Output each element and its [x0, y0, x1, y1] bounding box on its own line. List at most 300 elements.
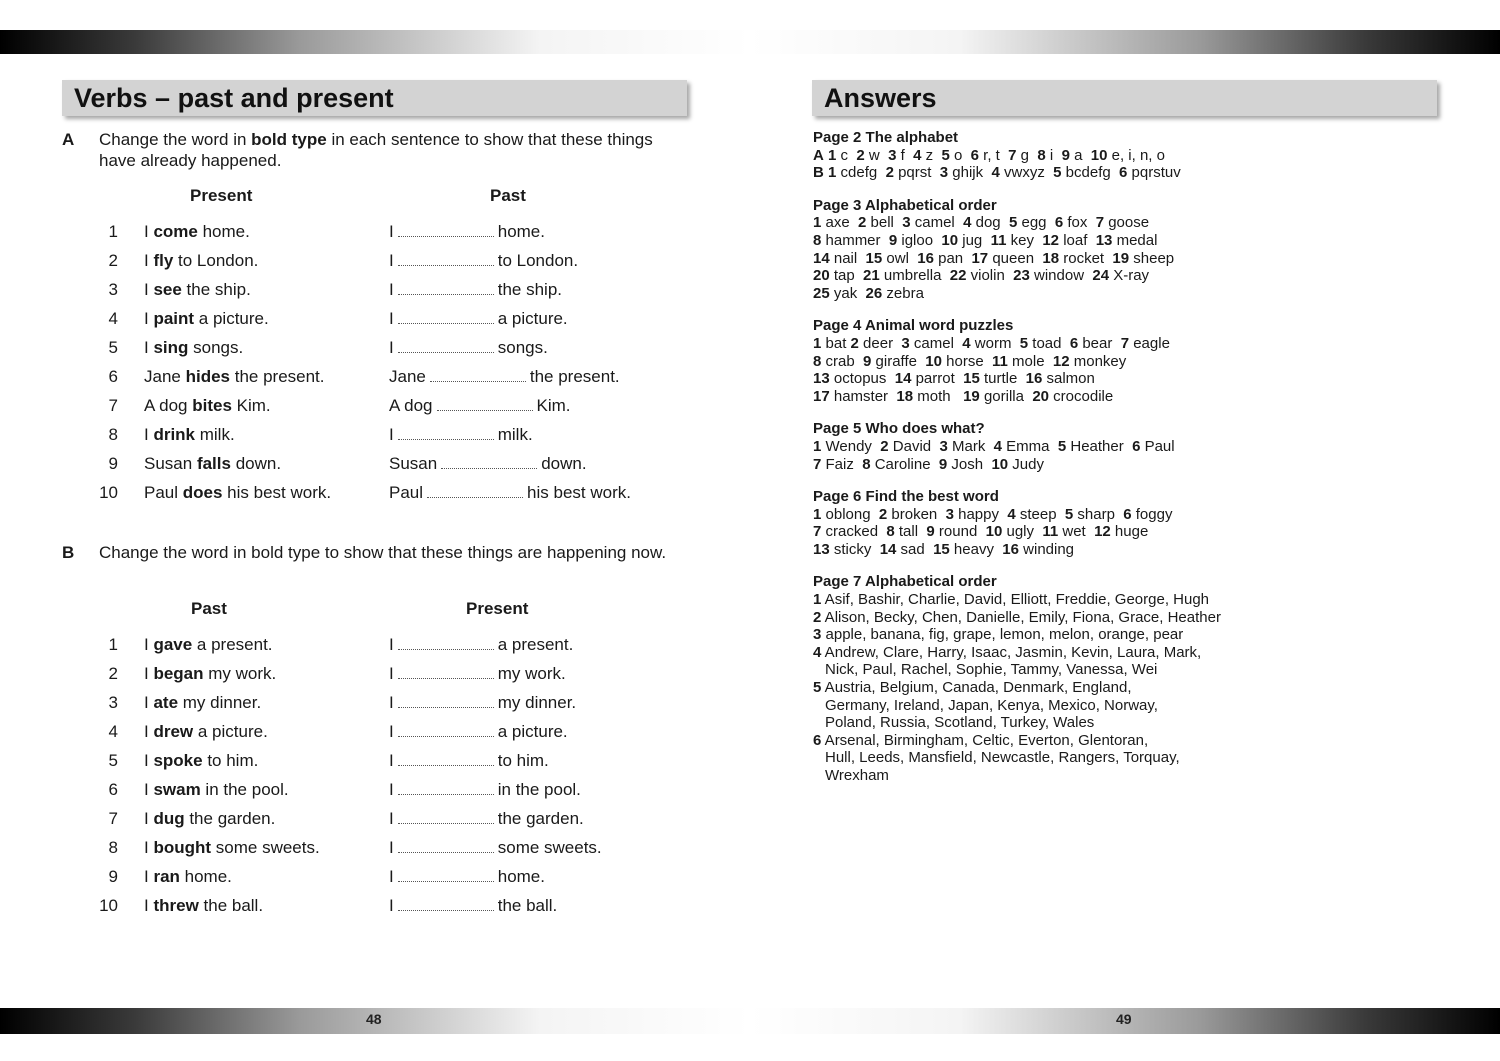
exercise-row — [0, 454, 700, 483]
sentence-start: I — [144, 896, 154, 915]
given-sentence — [144, 809, 275, 829]
answer-start: I — [389, 838, 394, 857]
answer-line — [813, 388, 1453, 406]
answer-text: c — [836, 146, 857, 164]
answer-line — [813, 147, 1453, 165]
answer-key: 4 — [991, 164, 1000, 182]
answer-text: camel — [910, 214, 964, 232]
given-sentence — [144, 722, 268, 742]
answer-text: Mark — [947, 437, 994, 455]
exercise-row — [0, 309, 700, 338]
answer-text: z — [921, 146, 942, 164]
verb-bold: swam — [153, 780, 201, 799]
answer-key: 2 — [858, 214, 867, 232]
given-sentence — [144, 425, 235, 445]
answer-line — [813, 767, 1453, 785]
answer-end: the present. — [529, 367, 620, 386]
answer-end: to him. — [497, 751, 549, 770]
answer-line — [813, 335, 1453, 353]
answer-end: home. — [497, 222, 545, 241]
answer-sentence — [389, 251, 578, 271]
answer-end: a picture. — [497, 309, 568, 328]
sentence-end: some sweets. — [211, 838, 320, 857]
answer-sentence — [389, 722, 568, 742]
answer-text: Judy — [1008, 455, 1044, 473]
answer-key: 15 — [865, 249, 883, 267]
answer-text: oblong — [821, 505, 879, 523]
answer-text: Faiz — [821, 455, 863, 473]
answer-end: Kim. — [536, 396, 571, 415]
verb-bold: ran — [153, 867, 180, 886]
answer-line — [813, 732, 1453, 750]
answer-key: 10 — [941, 231, 959, 249]
answer-blank[interactable] — [441, 457, 537, 469]
item-number: 4 — [108, 722, 118, 741]
answer-end: home. — [497, 867, 545, 886]
item-number: 2 — [108, 251, 118, 270]
given-sentence — [144, 780, 289, 800]
answer-start: I — [389, 280, 394, 299]
answer-text: Germany, Ireland, Japan, Kenya, Mexico, Norway, — [825, 696, 1158, 714]
answer-blank[interactable] — [398, 254, 494, 266]
answer-blank[interactable] — [437, 399, 533, 411]
answer-key: 14 — [879, 540, 897, 558]
answer-key: B — [813, 164, 824, 182]
answer-block-title: Page 4 Animal word puzzles — [813, 317, 1014, 335]
section-b-letter: B — [62, 543, 75, 562]
item-number: 3 — [108, 280, 118, 299]
answer-blank[interactable] — [398, 754, 494, 766]
answer-end: down. — [541, 454, 587, 473]
answer-sentence — [389, 809, 584, 829]
answer-text: egg — [1017, 214, 1055, 232]
answer-key: 25 — [813, 284, 830, 302]
answer-text: crab — [821, 352, 864, 370]
answer-blank[interactable] — [398, 841, 494, 853]
answer-blank[interactable] — [398, 638, 494, 650]
answer-key: 18 — [896, 387, 914, 405]
answer-sentence — [389, 309, 568, 329]
answer-blank[interactable] — [430, 370, 526, 382]
sentence-end: down. — [230, 454, 282, 473]
exercise-row — [0, 693, 700, 722]
answer-blank[interactable] — [398, 870, 494, 882]
answer-key: 6 — [1054, 214, 1064, 232]
verb-bold: come — [153, 222, 198, 241]
answer-text: toad — [1028, 334, 1070, 352]
answer-text: Asif, Bashir, Charlie, David, Elliott, Freddie, George, Hugh — [821, 591, 1210, 609]
answer-key: 8 — [813, 352, 822, 370]
answer-text: key — [1006, 231, 1043, 249]
answer-key: 5 — [1019, 334, 1029, 352]
sentence-start: I — [144, 809, 154, 828]
sentence-start: I — [144, 838, 154, 857]
verb-bold: see — [153, 280, 182, 299]
answer-text: loaf — [1059, 231, 1096, 249]
given-sentence — [144, 280, 251, 300]
verb-bold: dug — [153, 809, 185, 828]
answer-key: 14 — [894, 370, 912, 388]
answer-block — [813, 197, 1453, 303]
answer-start: I — [389, 896, 394, 915]
answer-text: nail — [829, 249, 866, 267]
answer-key: 23 — [1013, 267, 1030, 285]
answer-text: monkey — [1069, 352, 1127, 370]
sentence-end: a picture. — [194, 309, 269, 328]
answer-line — [813, 438, 1453, 456]
answer-text: sharp — [1073, 505, 1124, 523]
sentence-start: I — [144, 425, 154, 444]
answer-key: 9 — [926, 523, 935, 541]
answer-text: Heather — [1066, 437, 1133, 455]
answer-text: tall — [894, 523, 927, 541]
section-a-letter: A — [62, 130, 75, 149]
section-b-col-present: Present — [466, 599, 529, 618]
answer-text: o — [949, 146, 971, 164]
answer-text: Arsenal, Birmingham, Celtic, Everton, Glentoran, — [821, 731, 1149, 749]
answer-text: jug — [958, 231, 991, 249]
exercise-row — [0, 251, 700, 280]
verb-bold: fly — [153, 251, 174, 270]
verb-bold: falls — [196, 454, 231, 473]
answer-key: 3 — [939, 437, 948, 455]
answer-text: Wrexham — [825, 767, 889, 784]
given-sentence — [144, 454, 281, 474]
answer-blank[interactable] — [427, 486, 523, 498]
verb-bold: ate — [153, 693, 179, 712]
answer-key: 10 — [991, 455, 1009, 473]
answer-end: my dinner. — [497, 693, 577, 712]
item-number: 4 — [108, 309, 118, 328]
answer-blank[interactable] — [398, 899, 494, 911]
answer-key: 13 — [1095, 231, 1113, 249]
given-sentence — [144, 664, 276, 684]
verb-bold: began — [153, 664, 204, 683]
answer-key: 12 — [1042, 231, 1060, 249]
answer-blank[interactable] — [398, 812, 494, 824]
answer-start: I — [389, 664, 394, 683]
exercise-row — [0, 483, 700, 512]
answer-key: 1 — [813, 334, 822, 352]
answer-text: Alison, Becky, Chen, Danielle, Emily, Fiona, Grace, Heather — [821, 608, 1221, 626]
given-sentence — [144, 867, 232, 887]
sentence-end: Kim. — [231, 396, 271, 415]
answer-text: Emma — [1002, 437, 1058, 455]
sentence-start: I — [144, 664, 154, 683]
section-a-instruction — [99, 129, 689, 171]
exercise-row — [0, 222, 700, 251]
answer-start: Jane — [389, 367, 426, 386]
answer-key: 1 — [828, 164, 837, 182]
right-page-title: Answers — [824, 83, 937, 113]
exercise-row — [0, 367, 700, 396]
answer-text: goose — [1104, 214, 1150, 232]
answer-key: 5 — [1053, 164, 1062, 182]
sentence-start: Jane — [144, 367, 186, 386]
answer-key: 2 — [878, 505, 888, 523]
answer-key: 3 — [888, 146, 897, 164]
right-page-heading-bar — [812, 80, 1437, 116]
exercise-row — [0, 809, 700, 838]
answer-sentence — [389, 396, 571, 416]
answer-key: 7 — [813, 523, 822, 541]
answer-key: 20 — [813, 267, 830, 285]
answer-text: tap — [829, 267, 864, 285]
answer-block-title: Page 7 Alphabetical order — [813, 573, 997, 591]
left-page-heading-bar — [62, 80, 687, 116]
answer-key: 5 — [1064, 505, 1074, 523]
answer-text: worm — [970, 334, 1020, 352]
exercise-row — [0, 396, 700, 425]
answer-key: 9 — [888, 231, 898, 249]
answer-block-title: Page 5 Who does what? — [813, 420, 985, 438]
answer-key: 9 — [1061, 146, 1070, 164]
sentence-end: my dinner. — [178, 693, 262, 712]
answer-sentence — [389, 338, 548, 358]
answer-text: sticky — [829, 540, 880, 558]
answer-block — [813, 573, 1453, 784]
answer-block — [813, 420, 1453, 473]
given-sentence — [144, 838, 320, 858]
answer-key: 15 — [963, 370, 980, 388]
answer-text: Josh — [947, 455, 992, 473]
answer-line — [813, 591, 1453, 609]
sentence-end: home. — [179, 867, 232, 886]
answer-end: some sweets. — [497, 838, 602, 857]
answer-key: 13 — [813, 540, 830, 558]
answer-key: 12 — [1052, 352, 1070, 370]
answer-text: heavy — [949, 540, 1003, 558]
answer-line — [813, 644, 1453, 662]
item-number: 2 — [108, 664, 118, 683]
answer-text: apple, banana, fig, grape, lemon, melon, orange, pear — [821, 626, 1184, 644]
answer-key: 7 — [813, 455, 822, 473]
verb-bold: bites — [192, 396, 232, 415]
answer-key: 3 — [902, 214, 911, 232]
answer-key: 2 — [880, 437, 889, 455]
answer-sentence — [389, 635, 573, 655]
answer-key: 9 — [863, 352, 872, 370]
sentence-end: a picture. — [193, 722, 268, 741]
answer-end: milk. — [497, 425, 533, 444]
answer-text: X-ray — [1109, 267, 1150, 285]
exercise-row — [0, 425, 700, 454]
answer-line — [813, 661, 1453, 679]
answer-key: 22 — [949, 267, 967, 285]
verb-bold: does — [182, 483, 223, 502]
answer-key: 17 — [971, 249, 989, 267]
instruction-text: in each sentence to show that these things have already happened. — [99, 130, 653, 170]
sentence-start: I — [144, 867, 154, 886]
answer-key: 16 — [1025, 370, 1043, 388]
right-page-number: 49 — [1116, 1011, 1132, 1027]
answer-blank[interactable] — [398, 783, 494, 795]
answer-key: 5 — [941, 146, 950, 164]
given-sentence — [144, 693, 261, 713]
answer-block — [813, 129, 1453, 182]
answer-start: I — [389, 222, 394, 241]
answer-text: w — [864, 146, 889, 164]
exercise-row — [0, 780, 700, 809]
answer-end: to London. — [497, 251, 579, 270]
answer-key: 18 — [1042, 249, 1060, 267]
answer-text: Austria, Belgium, Canada, Denmark, England, — [821, 679, 1132, 697]
answer-text: vwxyz — [999, 164, 1054, 182]
exercise-row — [0, 635, 700, 664]
answer-text: mole — [1007, 352, 1053, 370]
answer-key: 17 — [813, 387, 830, 405]
answer-start: I — [389, 251, 394, 270]
answer-key: 11 — [1042, 523, 1059, 541]
answer-end: my work. — [497, 664, 566, 683]
answer-end: songs. — [497, 338, 548, 357]
answer-end: a present. — [497, 635, 574, 654]
answer-blank[interactable] — [398, 667, 494, 679]
answer-text: cracked — [821, 523, 887, 541]
answer-text: g — [1016, 146, 1038, 164]
answer-key: 16 — [917, 249, 934, 267]
answer-text: hammer — [821, 231, 889, 249]
answer-text: foggy — [1131, 505, 1173, 523]
answer-start: Susan — [389, 454, 438, 473]
answer-key: 8 — [862, 455, 871, 473]
given-sentence — [144, 635, 273, 655]
answer-key: 7 — [1008, 146, 1017, 164]
answers-list — [813, 129, 1453, 800]
verb-bold: threw — [153, 896, 199, 915]
answer-line — [813, 353, 1453, 371]
sentence-start: I — [144, 693, 154, 712]
item-number: 3 — [108, 693, 118, 712]
answer-text: eagle — [1129, 334, 1170, 352]
answer-line — [813, 697, 1453, 715]
answer-text: queen — [988, 249, 1043, 267]
instruction-text: Change the word in — [99, 130, 252, 149]
answer-key: 1 — [813, 437, 822, 455]
answer-key: 5 — [813, 679, 822, 697]
verb-bold: paint — [153, 309, 195, 328]
answer-key: 1 — [813, 505, 822, 523]
answer-text: bear — [1078, 334, 1121, 352]
section-b-instruction: Change the word in bold type to show that these things are happening now. — [99, 543, 667, 562]
answer-line — [813, 232, 1453, 250]
item-number: 1 — [108, 222, 118, 241]
answer-key: 11 — [992, 352, 1008, 370]
answer-line — [813, 749, 1453, 767]
exercise-row — [0, 338, 700, 367]
answer-block — [813, 488, 1453, 558]
answer-line — [813, 541, 1453, 559]
item-number: 5 — [108, 751, 118, 770]
sentence-start: I — [144, 635, 154, 654]
exercise-row — [0, 664, 700, 693]
answer-key: 6 — [813, 731, 822, 749]
answer-text: huge — [1110, 523, 1149, 541]
answer-text: medal — [1112, 231, 1158, 249]
answer-sentence — [389, 425, 533, 445]
answer-blank[interactable] — [398, 696, 494, 708]
given-sentence — [144, 396, 271, 416]
answer-text: bat — [821, 334, 851, 352]
item-number: 9 — [108, 454, 118, 473]
answer-blank[interactable] — [398, 428, 494, 440]
item-number: 7 — [108, 809, 118, 828]
answer-line — [813, 370, 1453, 388]
answer-key: 3 — [813, 626, 822, 644]
answer-blank[interactable] — [398, 341, 494, 353]
answer-key: 15 — [933, 540, 950, 558]
answer-key: 19 — [1112, 249, 1130, 267]
answer-key: 5 — [1057, 437, 1067, 455]
answer-sentence — [389, 483, 631, 503]
answer-sentence — [389, 367, 620, 387]
answer-start: I — [389, 338, 394, 357]
sentence-start: I — [144, 251, 154, 270]
answer-text: cdefg — [836, 164, 886, 182]
answer-line — [813, 626, 1453, 644]
answer-blank[interactable] — [398, 283, 494, 295]
answer-key: 11 — [990, 231, 1007, 249]
verb-bold: drew — [153, 722, 194, 741]
answer-key: 4 — [1007, 505, 1016, 523]
answer-text: dog — [971, 214, 1009, 232]
answer-text: happy — [953, 505, 1008, 523]
answer-start: I — [389, 809, 394, 828]
answer-text: giraffe — [871, 352, 926, 370]
answer-block — [813, 317, 1453, 405]
answer-start: I — [389, 780, 394, 799]
answer-blank[interactable] — [398, 225, 494, 237]
sentence-end: the garden. — [184, 809, 276, 828]
answer-text: Caroline — [870, 455, 939, 473]
answer-key: 6 — [1119, 164, 1128, 182]
exercise-row — [0, 838, 700, 867]
bottom-decorative-band — [0, 1008, 1500, 1034]
section-a-col-present: Present — [190, 186, 253, 205]
answer-key: 6 — [970, 146, 979, 164]
item-number: 9 — [108, 867, 118, 886]
answer-line — [813, 714, 1453, 732]
answer-key: 9 — [938, 455, 948, 473]
answer-text: fox — [1063, 214, 1096, 232]
answer-text: axe — [821, 214, 859, 232]
item-number: 5 — [108, 338, 118, 357]
sentence-end: my work. — [203, 664, 277, 683]
answer-key: 13 — [813, 370, 830, 388]
answer-blank[interactable] — [398, 725, 494, 737]
answer-text: hamster — [829, 387, 897, 405]
answer-end: the ball. — [497, 896, 558, 915]
answer-key: 6 — [1123, 505, 1132, 523]
verb-bold: gave — [153, 635, 193, 654]
verb-bold: hides — [185, 367, 230, 386]
given-sentence — [144, 338, 243, 358]
answer-key: 26 — [865, 284, 883, 302]
answer-key: 4 — [913, 146, 922, 164]
answer-text: owl — [882, 249, 918, 267]
item-number: 10 — [99, 896, 118, 915]
answer-line — [813, 679, 1453, 697]
answer-blank[interactable] — [398, 312, 494, 324]
answer-line — [813, 456, 1453, 474]
item-number: 8 — [108, 425, 118, 444]
item-number: 6 — [108, 367, 118, 386]
answer-key: 16 — [1002, 540, 1019, 558]
answer-text: salmon — [1042, 370, 1095, 388]
answer-text: Nick, Paul, Rachel, Sophie, Tammy, Vanessa, Wei — [825, 661, 1158, 679]
sentence-end: to London. — [173, 251, 259, 270]
given-sentence — [144, 896, 263, 916]
